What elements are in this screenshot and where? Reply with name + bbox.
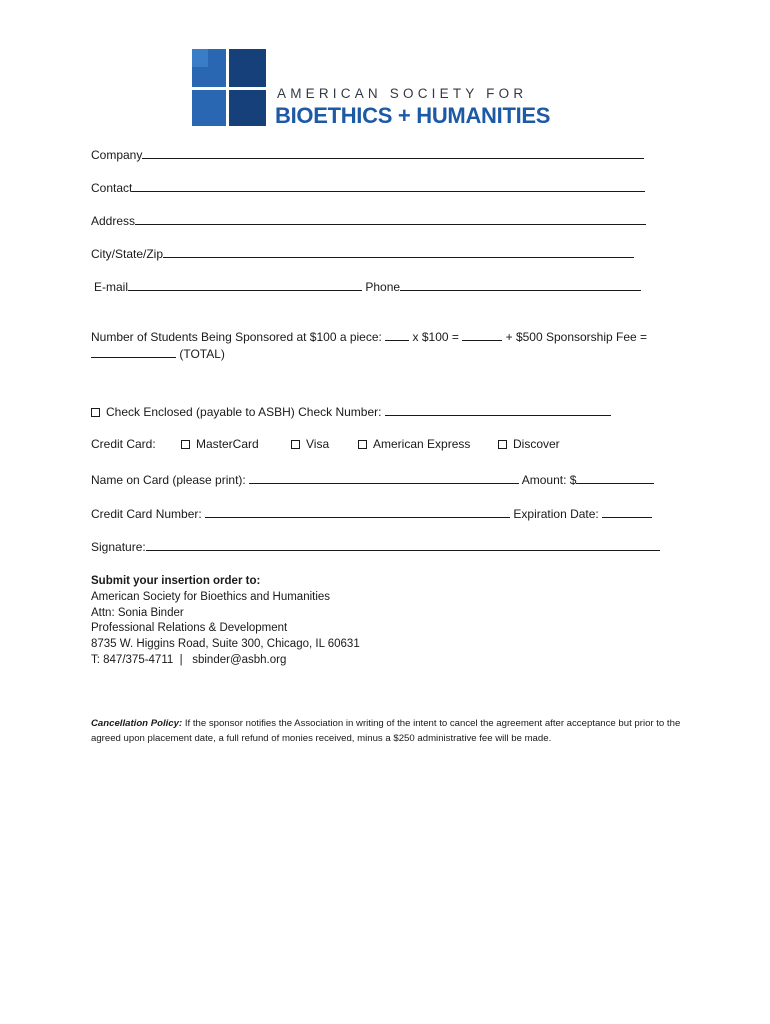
discover-option[interactable] xyxy=(498,437,560,451)
company-label: Company xyxy=(91,148,143,162)
cancellation-text: If the sponsor notifies the Association in writing of the intent to cancel the agreement after acceptance but prior to the agreed upon placement date, a full refund of monies received, minus a $250 administrative fee will be made. xyxy=(91,718,681,744)
amex-label: American Express xyxy=(373,437,471,451)
cancellation-policy xyxy=(91,716,691,746)
credit-card-row xyxy=(91,437,691,453)
submit-address-block xyxy=(91,574,360,669)
name-on-card-field[interactable] xyxy=(249,473,519,484)
amount-field[interactable] xyxy=(576,473,654,484)
expiration-label: Expiration Date: xyxy=(513,507,599,521)
contact-field[interactable] xyxy=(132,181,645,192)
mastercard-checkbox[interactable] xyxy=(181,440,190,449)
visa-option[interactable] xyxy=(291,437,329,451)
card-number-row xyxy=(91,507,652,521)
students-times-label: x $100 = xyxy=(412,330,459,344)
discover-checkbox[interactable] xyxy=(498,440,507,449)
submit-heading: Submit your insertion order to: xyxy=(91,575,261,587)
students-label: Number of Students Being Sponsored at $100 a piece: xyxy=(91,330,382,344)
cancellation-label: Cancellation Policy: xyxy=(91,718,183,729)
total-label: (TOTAL) xyxy=(179,347,225,361)
logo-mark-icon xyxy=(189,46,269,128)
contact-row xyxy=(91,181,645,195)
address-row xyxy=(91,214,646,228)
mastercard-option[interactable] xyxy=(181,437,259,451)
students-count-field[interactable] xyxy=(385,330,409,341)
students-row xyxy=(91,330,647,344)
email-field[interactable] xyxy=(128,280,362,291)
contact-label: Contact xyxy=(91,181,133,195)
discover-label: Discover xyxy=(513,437,560,451)
signature-field[interactable] xyxy=(146,540,660,551)
visa-checkbox[interactable] xyxy=(291,440,300,449)
logo-text-line1: AMERICAN SOCIETY FOR xyxy=(277,86,528,101)
phone-field[interactable] xyxy=(400,280,641,291)
name-on-card-label: Name on Card (please print): xyxy=(91,473,246,487)
submit-org: American Society for Bioethics and Humanities xyxy=(91,590,331,603)
company-field[interactable] xyxy=(142,148,644,159)
visa-label: Visa xyxy=(306,437,330,451)
card-number-field[interactable] xyxy=(205,507,510,518)
submit-street: 8735 W. Higgins Road, Suite 300, Chicago, IL 60631 xyxy=(91,638,360,651)
city-state-zip-label: City/State/Zip xyxy=(91,247,164,261)
asbh-logo xyxy=(189,46,579,130)
students-subtotal-field[interactable] xyxy=(462,330,502,341)
check-label: Check Enclosed (payable to ASBH) Check Number: xyxy=(106,405,382,419)
expiration-field[interactable] xyxy=(602,507,652,518)
logo-text-line2: BIOETHICS + HUMANITIES xyxy=(275,103,551,128)
phone-label: Phone xyxy=(365,280,401,294)
city-state-zip-row xyxy=(91,247,634,261)
check-row xyxy=(91,405,611,419)
submit-contact: T: 847/375-4711 | sbinder@asbh.org xyxy=(91,653,287,666)
amex-option[interactable] xyxy=(358,437,470,451)
check-number-field[interactable] xyxy=(385,405,611,416)
amount-label: Amount: $ xyxy=(521,473,577,487)
credit-card-label: Credit Card: xyxy=(91,437,156,451)
email-row xyxy=(94,280,641,294)
email-label: E-mail xyxy=(94,280,129,294)
card-number-label: Credit Card Number: xyxy=(91,507,202,521)
address-field[interactable] xyxy=(135,214,646,225)
signature-label: Signature: xyxy=(91,540,146,554)
address-label: Address xyxy=(91,214,136,228)
signature-row xyxy=(91,540,660,554)
company-row xyxy=(91,148,644,162)
sponsorship-fee-label: + $500 Sponsorship Fee = xyxy=(505,330,648,344)
name-on-card-row xyxy=(91,473,654,487)
submit-attn: Attn: Sonia Binder xyxy=(91,606,184,619)
amex-checkbox[interactable] xyxy=(358,440,367,449)
total-row xyxy=(91,347,225,361)
city-state-zip-field[interactable] xyxy=(163,247,634,258)
check-enclosed-checkbox[interactable] xyxy=(91,408,100,417)
submit-dept: Professional Relations & Development xyxy=(91,622,288,635)
mastercard-label: MasterCard xyxy=(196,437,259,451)
total-field[interactable] xyxy=(91,347,176,358)
